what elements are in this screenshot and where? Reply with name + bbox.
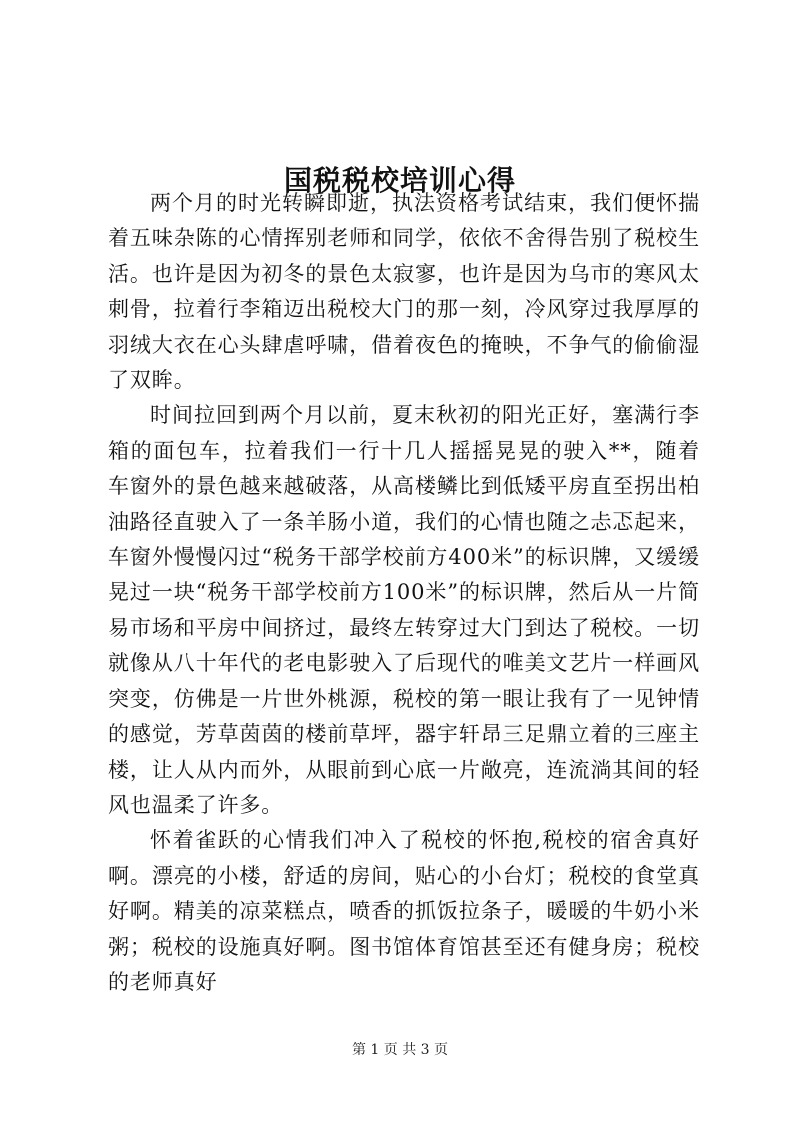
document-body [108, 186, 700, 1000]
paragraph-1: 两个月的时光转瞬即逝，执法资格考试结束，我们便怀揣着五味杂陈的心情挥别老师和同学，依依不舍得告别了税校生活。也许是因为初冬的景色太寂寥，也许是因为乌市的寒风太刺骨，拉着行李箱迈出税校大门的那一刻，冷风穿过我厚厚的羽绒大衣在心头肆虐呼啸，借着夜色的掩映，不争气的偷偷湿了双眸。 [108, 191, 700, 393]
paragraph-3: 怀着雀跃的心情我们冲入了税校的怀抱,税校的宿舍真好啊。漂亮的小楼，舒适的房间，贴心的小台灯；税校的食堂真好啊。精美的凉菜糕点，喷香的抓饭拉条子，暖暖的牛奶小米粥；税校的设施真好啊。图书馆体育馆甚至还有健身房；税校的老师真好 [108, 828, 700, 994]
document-title: 国税税校培训心得 [283, 163, 516, 197]
paragraph-2: 时间拉回到两个月以前，夏末秋初的阳光正好，塞满行李箱的面包车，拉着我们一行十几人摇摇晃晃的驶入**，随着车窗外的景色越来越破落，从高楼鳞比到低矮平房直至拐出柏油路径直驶入了一条羊肠小道，我们的心情也随之忐忑起来，车窗外慢慢闪过“税务干部学校前方400米”的标识牌，又缓缓晃过一块“税务干部学校前方100米”的标识牌，然后从一片简易市场和平房中间挤过，最终左转穿过大门到达了税校。一切就像从八十年代的老电影驶入了后现代的唯美文艺片一样画风突变，仿佛是一片世外桃源，税校的第一眼让我有了一见钟情的感觉，芳草茵茵的楼前草坪，器宇轩昂三足鼎立着的三座主楼，让人从内而外，从眼前到心底一片敞亮，连流淌其间的轻风也温柔了许多。 [108, 403, 700, 817]
page-number-footer: 第 1 页 共 3 页 [351, 1042, 449, 1058]
